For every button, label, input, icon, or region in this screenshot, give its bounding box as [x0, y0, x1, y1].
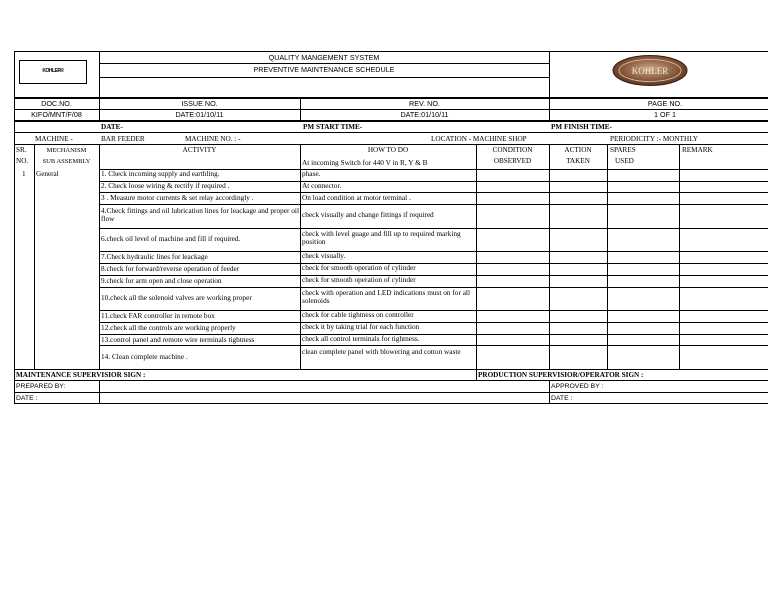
col-activity: ACTIVITY — [182, 146, 217, 154]
machine-no-label: MACHINE NO. : - — [185, 135, 241, 143]
approved-by-label: APPROVED BY : — [551, 383, 604, 390]
footer-divider — [99, 380, 100, 404]
table-row-activity: 4.Check fittings and oil lubrication lines for leackage and proper oil flow — [101, 206, 299, 223]
col-spares-line1: SPARES — [610, 146, 636, 154]
col-action-line1: ACTION — [564, 146, 592, 154]
table-row-how: check for smooth operation of cylinder — [302, 275, 416, 284]
col-mechanism-line1: MECHANISM — [46, 147, 87, 154]
table-row-how: clean complete panel with blowering and cotton waste — [302, 347, 461, 356]
table-row-activity: 14. Clean complete machine . — [101, 352, 188, 361]
doc-no-value: KIFO/MNT/F/08 — [31, 110, 82, 119]
table-row-activity: 7.Check hydraulic lines for leackage — [101, 252, 208, 261]
header-divider — [549, 51, 550, 98]
pm-start-label: PM START TIME- — [303, 123, 363, 131]
date-left-label: DATE : — [16, 395, 38, 402]
table-row-how: check for cable tightness on controller — [302, 310, 414, 319]
col-divider — [476, 144, 477, 369]
production-supervisor-sign: PRODUCTION SUPERVISIOR/OPERATOR SIGN : — [478, 371, 644, 379]
issue-no-label: ISSUE NO. — [181, 99, 218, 108]
qms-title: QUALITY MANGEMENT SYSTEM — [268, 53, 380, 62]
col-sr-line2: NO. — [16, 157, 29, 165]
col-remark: REMARK — [682, 146, 713, 154]
footer-divider — [476, 369, 477, 380]
table-row-activity: 1. Check incoming supply and earthling. — [101, 169, 220, 178]
header-divider — [99, 77, 549, 78]
col-divider — [549, 144, 550, 369]
date-right-label: DATE : — [551, 395, 573, 402]
col-divider — [99, 144, 100, 369]
how-line: phase. — [302, 168, 321, 178]
table-row-how: check visually and change fittings if required — [302, 210, 434, 219]
row-sr-no: 1 — [22, 170, 26, 178]
location-label: LOCATION - MACHINE SHOP — [431, 135, 527, 143]
table-row-activity: 8.check for forward/reverse operation of feeder — [101, 264, 240, 273]
col-divider — [679, 144, 680, 369]
rev-no-value: DATE:01/10/11 — [400, 110, 449, 119]
table-row-activity: 11.check FAR controller in remote box — [101, 311, 215, 320]
col-spares-line2: USED — [615, 157, 634, 165]
kohler-logo: KOHLER® — [19, 60, 87, 84]
table-row-activity: 10.check all the solenoid valves are working proper — [101, 293, 252, 302]
date-label: DATE- — [101, 123, 123, 131]
table-row-how: check all control terminals for tightness. — [302, 334, 420, 343]
col-action-line2: TAKEN — [566, 157, 590, 165]
col-mechanism-line2: SUB ASSEMBLY — [42, 158, 91, 165]
pm-finish-label: PM FINISH TIME- — [551, 123, 612, 131]
rev-no-label: REV. NO. — [409, 99, 440, 108]
machine-value: BAR FEEDER — [101, 135, 145, 143]
col-condition-line1: CONDITION — [492, 146, 533, 154]
table-row-how: check visually. — [302, 251, 346, 260]
table-row-how: check with level guage and fill up to required marking position — [302, 229, 461, 246]
machine-label: MACHINE - — [35, 135, 73, 143]
table-row-activity: 13.control panel and remote wire terminals tightness — [101, 335, 255, 344]
table-row-how: At connector. — [302, 181, 342, 190]
page-no-value: 1 OF 1 — [654, 110, 676, 119]
row-mechanism: General — [36, 170, 59, 178]
row-line — [99, 345, 768, 346]
table-divider — [14, 144, 768, 145]
table-row-activity: 12.check all the controls are working properly — [101, 323, 236, 332]
prepared-by-label: PREPARED BY: — [16, 383, 66, 390]
table-row-activity: 3 . Measure motor currents & set relay accordingly . — [101, 193, 254, 202]
footer-divider — [14, 392, 768, 393]
doc-no-label: DOC.NO. — [41, 99, 72, 108]
maintenance-supervisor-sign: MAINTENANCE SUPERVISIOR SIGN : — [16, 371, 146, 379]
col-condition-line2: OBSERVED — [493, 157, 532, 165]
col-divider — [607, 144, 608, 369]
table-row-activity: 6.check oil level of machine and fill if required. — [101, 234, 241, 243]
footer-divider — [14, 380, 768, 381]
svg-text:KOHLER: KOHLER — [631, 66, 669, 76]
document-title: PREVENTIVE MAINTENANCE SCHEDULE — [253, 65, 395, 74]
how-line: At incoming Switch for 440 V in R, Y & B — [302, 158, 428, 167]
issue-no-value: DATE:01/10/11 — [175, 110, 224, 119]
col-divider — [300, 144, 301, 369]
col-how-to-do: HOW TO DO — [367, 146, 409, 154]
table-row-how: check with operation and LED indications must on for all solenoids — [302, 288, 470, 305]
table-row-how: check it by taking trial for each function — [302, 322, 420, 331]
footer-divider — [549, 380, 550, 404]
table-row-how — [302, 159, 476, 177]
row-line — [14, 369, 768, 370]
col-divider — [34, 144, 35, 369]
table-row-how: check for smooth operation of cylinder — [302, 263, 416, 272]
periodicity-label: PERIODICITY :- MONTHLY — [610, 135, 699, 143]
row-line — [99, 204, 768, 205]
table-row-activity: 2. Check loose wiring & rectify if required . — [101, 181, 230, 190]
table-row-how: On load condition at motor terminal . — [302, 193, 411, 202]
header-divider — [99, 63, 549, 64]
col-sr-line1: SR. — [16, 146, 27, 154]
page-no-label: PAGE NO. — [647, 99, 683, 108]
kohler-emblem-logo — [612, 55, 688, 86]
table-row-activity: 9.check for arm open and close operation — [101, 276, 222, 285]
